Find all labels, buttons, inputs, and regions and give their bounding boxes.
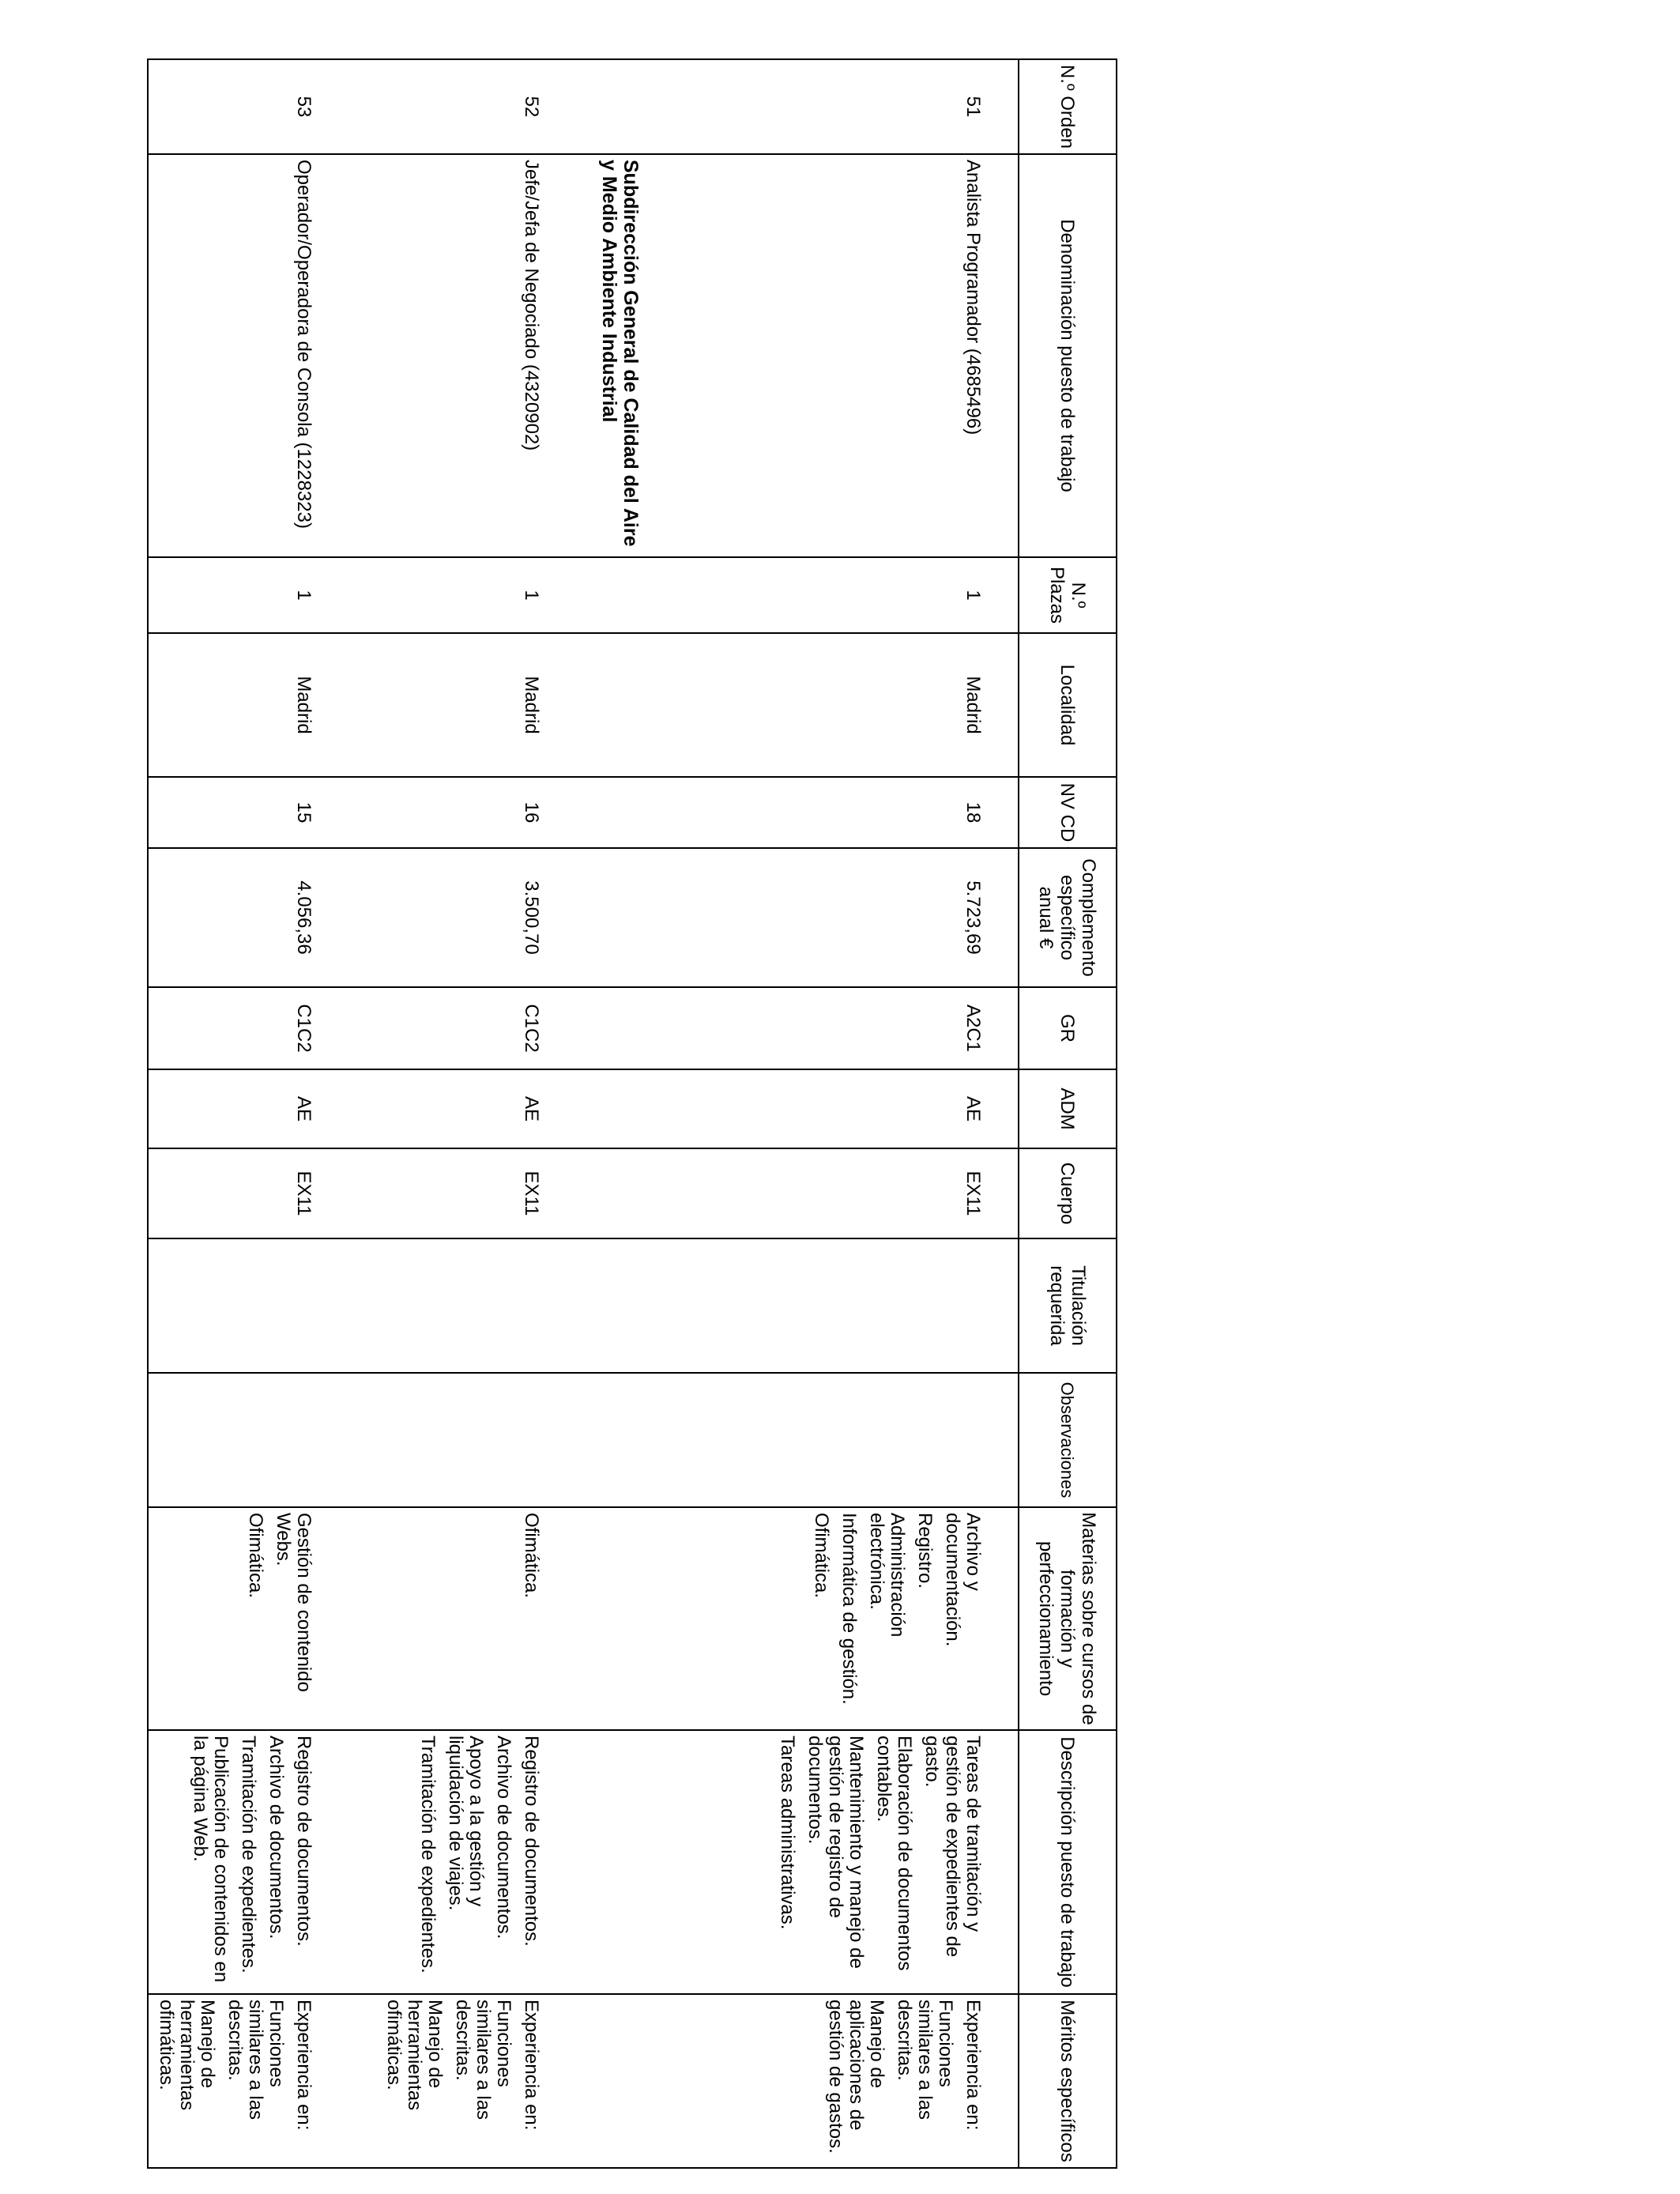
cell-gr: C1C2 xyxy=(148,987,320,1069)
cell-nv-cd: 16 xyxy=(320,777,548,848)
header-cuerpo: Cuerpo xyxy=(1019,1148,1117,1238)
cell-localidad: Madrid xyxy=(647,633,1019,777)
header-plazas: N.º Plazas xyxy=(1019,557,1117,633)
cell-empty xyxy=(548,1507,647,1730)
list-descripcion xyxy=(777,1736,983,1989)
list-item: Tareas administrativas. xyxy=(777,1736,798,1930)
list-item: Experiencia en: xyxy=(962,2000,984,2131)
cell-complemento: 4.056,36 xyxy=(148,848,320,987)
list-meritos xyxy=(825,2000,983,2162)
list-item: Funciones similares a las descritas. xyxy=(224,2000,287,2120)
list-item: Funciones similares a las descritas. xyxy=(452,2000,514,2120)
cell-empty xyxy=(548,848,647,987)
list-item: Elaboración de documentos contables. xyxy=(873,1736,915,1971)
list-item: Experiencia en: xyxy=(293,2000,315,2131)
cell-meritos xyxy=(148,1994,320,2168)
cell-titulacion xyxy=(148,1238,320,1373)
cell-empty xyxy=(548,777,647,848)
cell-empty xyxy=(548,1238,647,1373)
section-heading: Subdirección General de Calidad del Aire y Medio Ambiente Industrial xyxy=(548,154,647,557)
cell-cuerpo: EX11 xyxy=(647,1148,1019,1238)
cell-orden: 52 xyxy=(320,59,548,154)
list-item: Manejo de aplicaciones de gestión de gastos. xyxy=(825,2000,887,2154)
cell-orden: 51 xyxy=(647,59,1019,154)
cell-nv-cd: 18 xyxy=(647,777,1019,848)
cell-gr: C1C2 xyxy=(320,987,548,1069)
header-materias: Materias sobre cursos de formación y perfeccionamiento xyxy=(1019,1507,1117,1730)
list-materias xyxy=(811,1513,983,1725)
cell-denominacion: Jefe/Jefa de Negociado (4320902) xyxy=(320,154,548,557)
list-item: Administración electrónica. xyxy=(866,1513,908,1638)
cell-plazas: 1 xyxy=(148,557,320,633)
header-gr: GR xyxy=(1019,987,1117,1069)
list-item: Registro. xyxy=(914,1513,936,1589)
cell-empty xyxy=(548,987,647,1069)
cell-complemento: 3.500,70 xyxy=(320,848,548,987)
header-titulacion: Titulación requerida xyxy=(1019,1238,1117,1373)
cell-complemento: 5.723,69 xyxy=(647,848,1019,987)
cell-cuerpo: EX11 xyxy=(148,1148,320,1238)
cell-meritos xyxy=(320,1994,548,2168)
cell-empty xyxy=(548,1994,647,2168)
list-item: Gestión de contenido Webs. xyxy=(273,1513,315,1692)
list-item: Tramitación de expedientes. xyxy=(417,1736,439,1973)
cell-localidad: Madrid xyxy=(148,633,320,777)
list-item: Publicación de contenidos en la página Web. xyxy=(190,1736,232,1983)
job-positions-table xyxy=(147,58,1117,2169)
cell-plazas: 1 xyxy=(320,557,548,633)
list-materias xyxy=(521,1513,541,1725)
list-item: Ofimática. xyxy=(245,1513,266,1599)
header-meritos: Méritos específicos xyxy=(1019,1994,1117,2168)
header-nv-cd: NV CD xyxy=(1019,777,1117,848)
list-item: Ofimática. xyxy=(811,1513,832,1599)
rotated-page xyxy=(150,58,1117,2167)
list-materias xyxy=(245,1513,314,1725)
cell-meritos xyxy=(647,1994,1019,2168)
table-row xyxy=(647,59,1019,2168)
list-meritos xyxy=(156,2000,314,2162)
cell-titulacion xyxy=(647,1238,1019,1373)
cell-observaciones xyxy=(320,1373,548,1507)
list-descripcion xyxy=(417,1736,541,1989)
list-item: Manejo de herramientas ofimáticas. xyxy=(383,2000,446,2111)
header-complemento: Complemento específico anual € xyxy=(1019,848,1117,987)
cell-cuerpo: EX11 xyxy=(320,1148,548,1238)
list-item: Experiencia en: xyxy=(521,2000,542,2131)
cell-materias xyxy=(320,1507,548,1730)
cell-adm: AE xyxy=(148,1069,320,1148)
cell-empty xyxy=(548,1069,647,1148)
cell-empty xyxy=(548,557,647,633)
cell-descripcion xyxy=(647,1730,1019,1994)
header-denominacion: Denominación puesto de trabajo xyxy=(1019,154,1117,557)
cell-titulacion xyxy=(320,1238,548,1373)
cell-empty xyxy=(548,633,647,777)
header-descripcion: Descripción puesto de trabajo xyxy=(1019,1730,1117,1994)
header-orden: N.º Orden xyxy=(1019,59,1117,154)
cell-empty xyxy=(548,1730,647,1994)
cell-materias xyxy=(148,1507,320,1730)
cell-observaciones xyxy=(148,1373,320,1507)
cell-descripcion xyxy=(148,1730,320,1994)
cell-plazas: 1 xyxy=(647,557,1019,633)
list-item: Archivo de documentos. xyxy=(493,1736,514,1940)
list-item: Archivo y documentación. xyxy=(942,1513,984,1647)
list-item: Informática de gestión. xyxy=(838,1513,860,1705)
list-item: Registro de documentos. xyxy=(521,1736,542,1947)
cell-gr: A2C1 xyxy=(647,987,1019,1069)
section-row xyxy=(548,59,647,2168)
header-observaciones: Observaciones xyxy=(1019,1373,1117,1507)
cell-empty xyxy=(548,1373,647,1507)
table-row xyxy=(148,59,320,2168)
header-row xyxy=(1019,59,1117,2168)
cell-adm: AE xyxy=(647,1069,1019,1148)
cell-orden: 53 xyxy=(148,59,320,154)
cell-descripcion xyxy=(320,1730,548,1994)
list-item: Mantenimiento y manejo de gestión de registro de documentos. xyxy=(804,1736,867,1969)
list-item: Manejo de herramientas ofimáticas. xyxy=(156,2000,218,2111)
cell-empty xyxy=(548,59,647,154)
cell-materias xyxy=(647,1507,1019,1730)
list-item: Apoyo a la gestión y liquidación de viajes. xyxy=(445,1736,487,1911)
cell-observaciones xyxy=(647,1373,1019,1507)
list-item: Tramitación de expedientes. xyxy=(238,1736,259,1973)
header-localidad: Localidad xyxy=(1019,633,1117,777)
header-adm: ADM xyxy=(1019,1069,1117,1148)
list-item: Funciones similares a las descritas. xyxy=(894,2000,956,2120)
cell-localidad: Madrid xyxy=(320,633,548,777)
table-row xyxy=(320,59,548,2168)
cell-denominacion: Operador/Operadora de Consola (1228323) xyxy=(148,154,320,557)
cell-denominacion: Analista Programador (4685496) xyxy=(647,154,1019,557)
list-item: Archivo de documentos. xyxy=(266,1736,287,1940)
list-item: Registro de documentos. xyxy=(293,1736,315,1947)
list-descripcion xyxy=(190,1736,314,1989)
list-item: Ofimática. xyxy=(521,1513,542,1599)
list-meritos xyxy=(383,2000,541,2162)
cell-empty xyxy=(548,1148,647,1238)
cell-adm: AE xyxy=(320,1069,548,1148)
list-item: Tareas de tramitación y gestión de expedientes de gasto. xyxy=(921,1736,984,1958)
cell-nv-cd: 15 xyxy=(148,777,320,848)
